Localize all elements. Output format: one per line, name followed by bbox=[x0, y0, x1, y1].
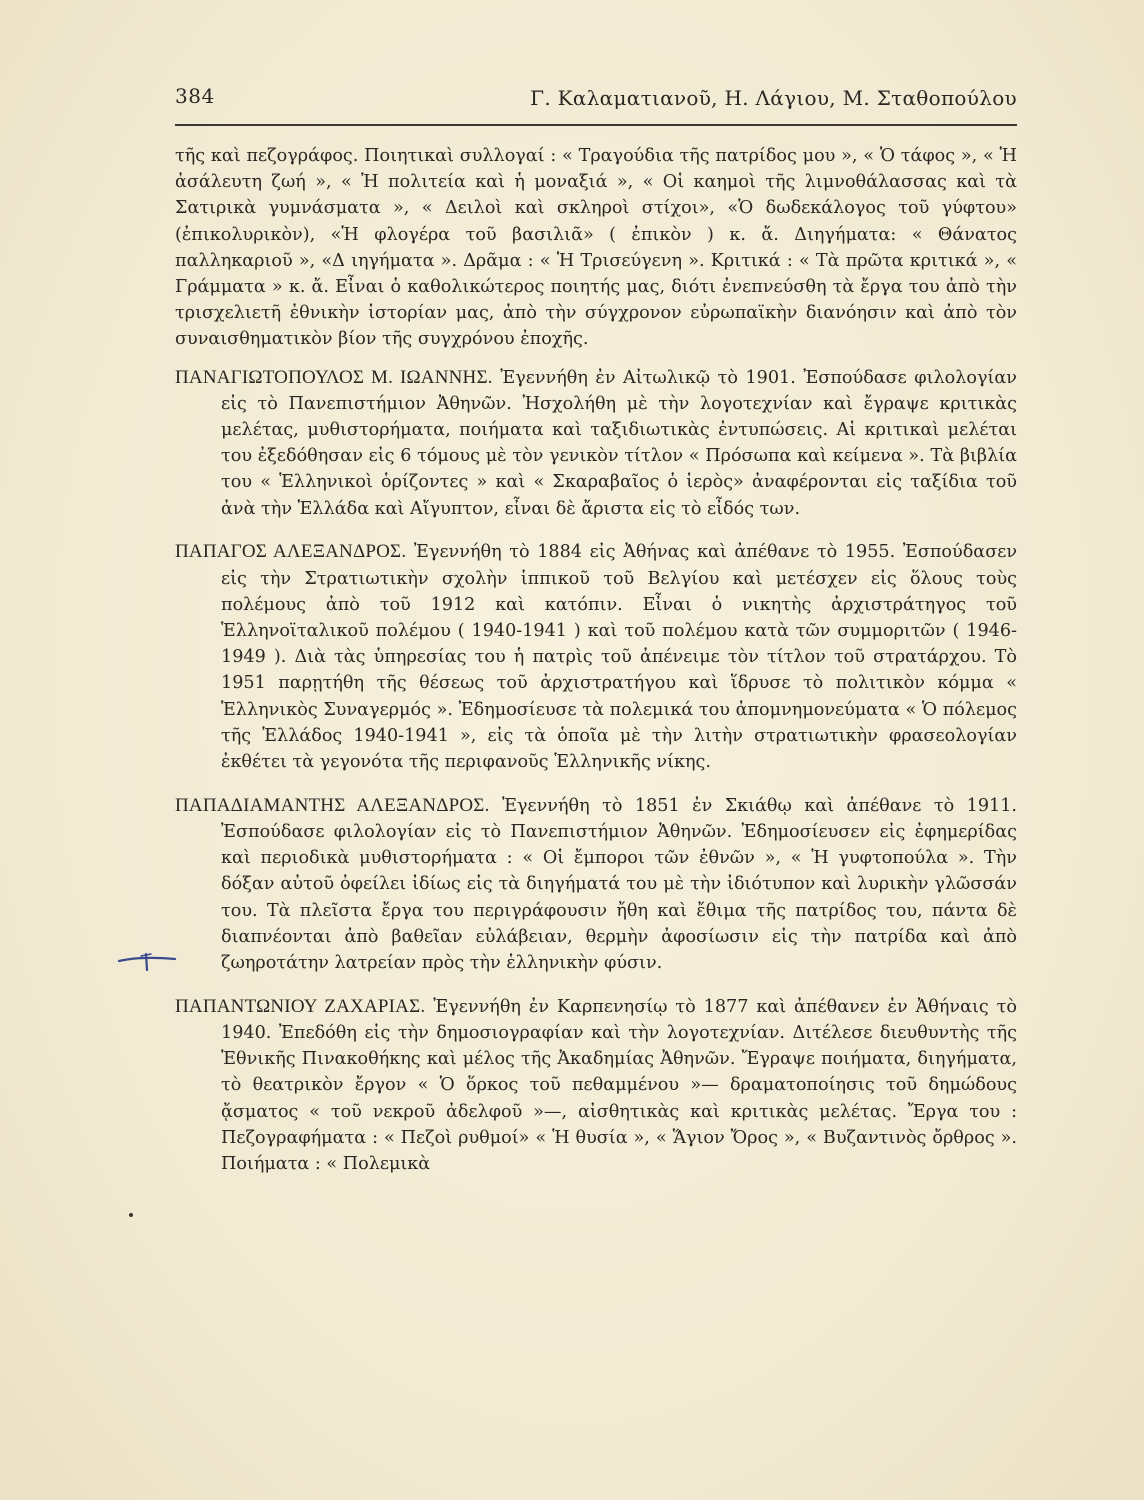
entry-panagiotopoulos bbox=[175, 365, 1017, 522]
pen-mark-icon bbox=[117, 948, 177, 972]
entry-name: ΠΑΠΑΝΤΩΝΙΟΥ ΖΑΧΑΡΙΑΣ. bbox=[175, 995, 426, 1017]
page-number: 384 bbox=[175, 84, 215, 108]
entry-name: ΠΑΠΑΔΙΑΜΑΝΤΗΣ ΑΛΕΞΑΝΔΡΟΣ. bbox=[175, 794, 490, 816]
entry-text: Ἐγεννήθη ἐν Αἰτωλικῷ τὸ 1901. Ἐσπούδασε φιλολογίαν εἰς τὸ Πανεπιστήμιον Ἀθηνῶν. Ἠσχολήθη μὲ τὴν λογοτεχνίαν καὶ ἔγραψε κριτικὰς μελέτας, μυθιστορήματα, ποιήματα καὶ ταξιδιωτικὰς ἐντυπώσεις. Αἱ κριτικαὶ μελέται του ἐξεδόθησαν εἰς 6 τόμους μὲ τὸν γενικὸν τίτλον « Πρόσωπα καὶ κείμενα ». Τὰ βιβλία του « Ἑλληνικοὶ ὁρίζοντες » καὶ « Σκαραβαῖος ὁ ἱερὸς» ἀναφέρονται εἰς ταξίδια τοῦ ἀνὰ τὴν Ἑλλάδα καὶ Αἴγυπτον, εἶναι δὲ ἄριστα εἰς τὸ εἶδός των. bbox=[221, 367, 1017, 519]
entry-papadiamantis bbox=[175, 793, 1017, 976]
entry-papantoniou bbox=[175, 994, 1017, 1177]
entry-text: Ἐγεννήθη ἐν Καρπενησίῳ τὸ 1877 καὶ ἀπέθανεν ἐν Ἀθήναις τὸ 1940. Ἐπεδόθη εἰς τὴν δημοσιογραφίαν καὶ τὴν λογοτεχνίαν. Διτέλεσε διευθυντὴς τῆς Ἐθνικῆς Πινακοθήκης καὶ μέλος τῆς Ἀκαδημίας Ἀθηνῶν. Ἔγραψε ποιήματα, διηγήματα, τὸ θεατρικὸν ἔργον « Ὁ ὅρκος τοῦ πεθαμμένου »— δραματοποίησις τοῦ δημώδους ᾄσματος « τοῦ νεκροῦ ἀδελφοῦ »—, αἰσθητικὰς καὶ κριτικὰς μελέτας. Ἔργα του : Πεζογραφήματα : « Πεζοὶ ρυθμοί» « Ἡ θυσία », « Ἅγιον Ὄρος », « Βυζαντινὸς ὄρθρος ». Ποιήματα : « Πολεμικὰ bbox=[221, 996, 1017, 1175]
page-header bbox=[175, 84, 1017, 120]
entry-papagos bbox=[175, 539, 1017, 775]
ink-dot-icon bbox=[128, 1212, 134, 1218]
entry-name: ΠΑΠΑΓΟΣ ΑΛΕΞΑΝΔΡΟΣ. bbox=[175, 541, 407, 563]
entry-name: ΠΑΝΑΓΙΩΤΟΠΟΥΛΟΣ Μ. ΙΩΑΝΝΗΣ. bbox=[175, 366, 493, 388]
running-head: Γ. Καλαματιανοῦ, Η. Λάγιου, Μ. Σταθοπούλου bbox=[530, 86, 1017, 110]
continuation-paragraph: τῆς καὶ πεζογράφος. Ποιητικαὶ συλλογαί : « Τραγούδια τῆς πατρίδος μου », « Ὁ τάφος », « Ἡ ἀσάλευτη ζωή », « Ἡ πολιτεία καὶ ἡ μοναξιά », « Οἱ καημοὶ τῆς λιμνοθάλασσας καὶ τὰ Σατιρικὰ γυμνάσματα », « Δειλοὶ καὶ σκληροὶ στίχοι», «Ὁ δωδεκάλογος τοῦ γύφτου» (ἐπικολυρικὸν), «Ἡ φλογέρα τοῦ βασιλιᾶ» ( ἐπικὸν ) κ. ἄ. Διηγήματα: « Θάνατος παλληκαριοῦ », «Δ ιηγήματα ». Δρᾶμα : « Ἡ Τρισεύγενη ». Κριτικά : « Τὰ πρῶτα κριτικά », « Γράμματα » κ. ἄ. Εἶναι ὁ καθολικώτερος ποιητής μας, διότι ἐνεπνεύσθη τὰ ἔργα του ἀπὸ τὴν τρισχελιετῆ ἐθνικὴν ἱστορίαν μας, ἀπὸ τὴν σύγχρονον εὐρωπαϊκὴν διανόησιν καὶ ἀπὸ τὸν συναισθηματικὸν βίον τῆς συγχρόνου ἐποχῆς. bbox=[175, 146, 1017, 350]
entry-text: Ἐγεννήθη τὸ 1851 ἐν Σκιάθῳ καὶ ἀπέθανε τὸ 1911. Ἐσπούδασε φιλολογίαν εἰς τὸ Πανεπιστήμιον Ἀθηνῶν. Ἐδημοσίευσεν εἰς ἐφημερίδας καὶ περιοδικὰ μυθιστορήματα : « Οἱ ἔμποροι τῶν ἐθνῶν », « Ἡ γυφτοπούλα ». Τὴν δόξαν αὐτοῦ ὀφείλει ἰδίως εἰς τὰ διηγήματά του μὲ τὴν ἰδιότυπον καὶ λυρικὴν γλῶσσάν του. Τὰ πλεῖστα ἔργα του περιγράφουσιν ἤθη καὶ ἔθιμα τῆς πατρίδος του, πάντα δὲ διαπνέονται ἀπὸ βαθεῖαν εὐλάβειαν, θερμὴν ἀφοσίωσιν εἰς τὴν πατρίδα καὶ ἀπὸ ζωηροτάτην λατρείαν πρὸς τὴν ἑλληνικὴν φύσιν. bbox=[221, 795, 1017, 974]
page-body bbox=[175, 143, 1017, 1195]
header-rule bbox=[175, 124, 1017, 126]
entry-text: Ἐγεννήθη τὸ 1884 εἰς Ἀθήνας καὶ ἀπέθανε τὸ 1955. Ἐσπούδασεν εἰς τὴν Στρατιωτικὴν σχολὴν ἱππικοῦ τοῦ Βελγίου καὶ μετέσχεν εἰς ὅλους τοὺς πολέμους ἀπὸ τοῦ 1912 καὶ κατόπιν. Εἶναι ὁ νικητὴς ἀρχιστράτηγος τοῦ Ἑλληνοϊταλικοῦ πολέμου ( 1940-1941 ) καὶ τοῦ πολέμου κατὰ τῶν συμμοριτῶν ( 1946-1949 ). Διὰ τὰς ὑπηρεσίας του ἡ πατρὶς τοῦ ἀπένειμε τὸν τίτλον τοῦ στρατάρχου. Τὸ 1951 παρῃτήθη τῆς θέσεως τοῦ ἀρχιστρατήγου καὶ ἵδρυσε τὸ πολιτικὸν κόμμα « Ἑλληνικὸς Συναγερμός ». Ἐδημοσίευσε τὰ πολεμικά του ἀπομνημονεύματα « Ὁ πόλεμος τῆς Ἑλλάδος 1940-1941 », εἰς τὰ ὁποῖα μὲ τὴν λιτὴν στρατιωτικὴν φρασεολογίαν ἐκθέτει τὰ γεγονότα τῆς περιφανοῦς Ἑλληνικῆς νίκης. bbox=[221, 542, 1018, 773]
